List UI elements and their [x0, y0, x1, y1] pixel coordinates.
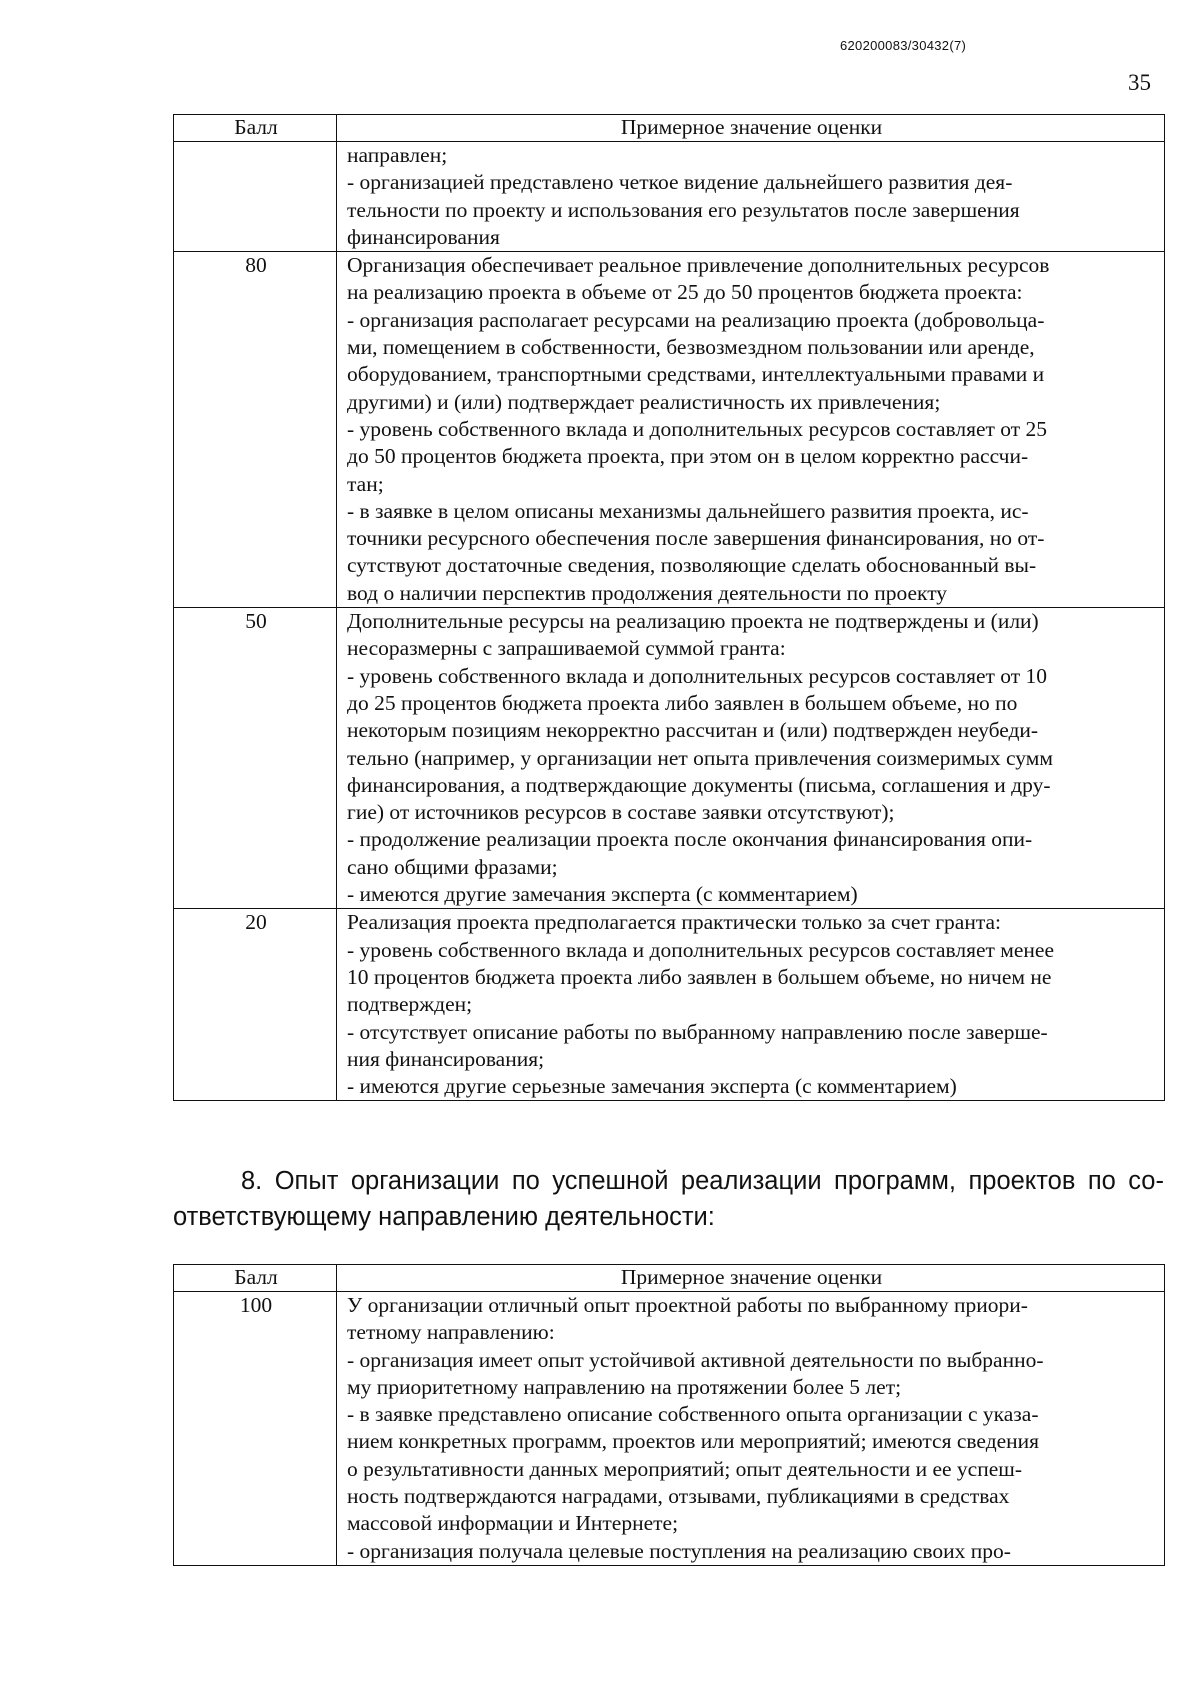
page-number: 35 [1128, 70, 1151, 95]
description-line: У организации отличный опыт проектной работы по выбранному приори- [347, 1293, 1028, 1317]
table-header-row [174, 1265, 1165, 1292]
score-cell [174, 142, 337, 252]
table-row [174, 142, 1165, 252]
scoring-table-resources [173, 114, 1165, 1101]
table-row [174, 252, 1165, 608]
description-line: о результативности данных мероприятий; опыт деятельности и ее успеш- [347, 1456, 1022, 1481]
description-line: до 25 процентов бюджета проекта либо заявлен в большем объеме, но по [347, 690, 1018, 715]
score-cell: 20 [174, 909, 337, 1101]
description-line: - уровень собственного вклада и дополнительных ресурсов составляет от 25 [347, 416, 1048, 441]
description-line: направлен; [347, 143, 448, 167]
description-line: - продолжение реализации проекта после окончания финансирования опи- [347, 827, 1033, 852]
description-line: - организация располагает ресурсами на реализацию проекта (добровольца- [347, 307, 1045, 332]
table-body [174, 1292, 1165, 1566]
column-header-meaning: Примерное значение оценки [337, 115, 1165, 142]
description-line: до 50 процентов бюджета проекта, при этом он в целом корректно рассчи- [347, 444, 1029, 469]
table-row [174, 909, 1165, 1101]
description-line: несоразмерны с запрашиваемой суммой гранта: [347, 636, 786, 661]
description-line: - имеются другие замечания эксперта (с комментарием) [347, 882, 858, 907]
description-line: Дополнительные ресурсы на реализацию проекта не подтверждены и (или) [347, 609, 1039, 634]
column-header-score: Балл [174, 115, 337, 142]
score-cell: 100 [174, 1292, 337, 1566]
description-line: - уровень собственного вклада и дополнительных ресурсов составляет от 10 [347, 663, 1048, 688]
description-cell [337, 142, 1165, 252]
description-line: точники ресурсного обеспечения после завершения финансирования, но от- [347, 526, 1045, 551]
description-line: тетному направлению: [347, 1320, 555, 1345]
description-line: му приоритетному направлению на протяжении более 5 лет; [347, 1374, 902, 1399]
description-line: - отсутствует описание работы по выбранному направлению после заверше- [347, 1019, 1048, 1044]
description-line: массовой информации и Интернете; [347, 1511, 679, 1536]
description-cell [337, 1292, 1165, 1566]
description-cell [337, 252, 1165, 608]
description-line: оборудованием, транспортными средствами, интеллектуальными правами и [347, 362, 1045, 387]
description-line: - имеются другие серьезные замечания эксперта (с комментарием) [347, 1074, 957, 1099]
score-cell: 50 [174, 608, 337, 909]
table-row [174, 1292, 1165, 1566]
table-row [174, 608, 1165, 909]
table-body [174, 142, 1165, 1101]
description-line: вод о наличии перспектив продолжения деятельности по проекту [347, 580, 948, 605]
description-line: финансирования, а подтверждающие документы (письма, соглашения и дру- [347, 772, 1051, 797]
description-line: - организация имеет опыт устойчивой активной деятельности по выбранно- [347, 1347, 1044, 1372]
description-line: тельности по проекту и использования его результатов после завершения [347, 197, 1020, 222]
description-line: на реализацию проекта в объеме от 25 до 50 процентов бюджета проекта: [347, 280, 1023, 305]
description-line: некоторым позициям некорректно рассчитан и (или) подтвержден неубеди- [347, 718, 1039, 743]
description-line: ность подтверждаются наградами, отзывами, публикациями в средствах [347, 1484, 1010, 1509]
description-line: подтвержден; [347, 992, 473, 1017]
scoring-table-experience [173, 1264, 1165, 1566]
document-id: 620200083/30432(7) [840, 38, 967, 53]
description-line: ния финансирования; [347, 1046, 545, 1071]
description-line: ми, помещением в собственности, безвозмездном пользовании или аренде, [347, 335, 1035, 360]
column-header-score: Балл [174, 1265, 337, 1292]
description-line: - уровень собственного вклада и дополнительных ресурсов составляет менее [347, 937, 1055, 962]
description-line: сутствуют достаточные сведения, позволяющие сделать обоснованный вы- [347, 553, 1037, 578]
column-header-meaning: Примерное значение оценки [337, 1265, 1165, 1292]
description-line: - в заявке в целом описаны механизмы дальнейшего развития проекта, ис- [347, 498, 1029, 523]
description-line: гие) от источников ресурсов в составе заявки отсутствуют); [347, 800, 895, 825]
score-cell: 80 [174, 252, 337, 608]
description-cell [337, 608, 1165, 909]
description-line: нием конкретных программ, проектов или мероприятий; имеются сведения [347, 1429, 1040, 1454]
description-line: тельно (например, у организации нет опыта привлечения соизмеримых сумм [347, 745, 1053, 770]
description-line: сано общими фразами; [347, 854, 558, 879]
description-line: - в заявке представлено описание собственного опыта организации с указа- [347, 1402, 1039, 1427]
table-header-row [174, 115, 1165, 142]
description-line: 10 процентов бюджета проекта либо заявлен в большем объеме, но ничем не [347, 964, 1052, 989]
description-line: - организация получала целевые поступления на реализацию своих про- [347, 1538, 1011, 1563]
description-line: другими) и (или) подтверждает реалистичность их привлечения; [347, 389, 941, 414]
description-line: - организацией представлено четкое видение дальнейшего развития дея- [347, 170, 1013, 195]
description-line: финансирования [347, 224, 500, 249]
description-line: тан; [347, 471, 384, 496]
description-line: Организация обеспечивает реальное привлечение дополнительных ресурсов [347, 253, 1050, 278]
description-cell [337, 909, 1165, 1101]
description-line: Реализация проекта предполагается практически только за счет гранта: [347, 910, 1002, 935]
section-heading: 8. Опыт организации по успешной реализации программ, проектов по со-ответствующему направлению деятельности: [173, 1167, 1164, 1231]
